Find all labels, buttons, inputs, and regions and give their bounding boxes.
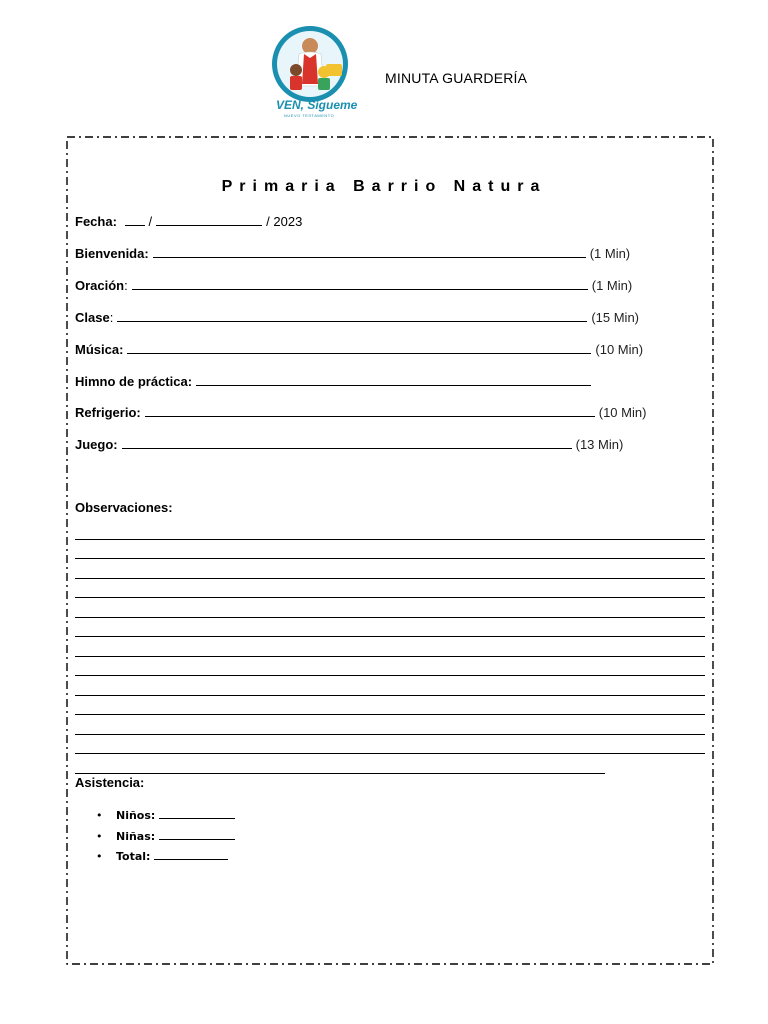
fecha-month-blank[interactable] — [156, 214, 262, 226]
agenda-row-refrigerio — [75, 405, 646, 420]
agenda-row-clase — [75, 310, 639, 325]
agenda-label: Juego: — [75, 437, 118, 452]
agenda-blank[interactable] — [145, 405, 595, 417]
document-title: MINUTA GUARDERÍA — [385, 70, 528, 86]
observaciones-heading — [75, 500, 173, 515]
asistencia-item-label: Niñas: — [116, 829, 156, 843]
bullet-icon: • — [96, 829, 103, 843]
agenda-label-suffix: : — [109, 310, 114, 325]
agenda-label: Himno de práctica: — [75, 374, 193, 389]
observaciones-line[interactable] — [75, 579, 705, 599]
observaciones-line[interactable] — [75, 696, 705, 716]
agenda-row-oracion — [75, 278, 632, 293]
agenda-duration: (1 Min) — [589, 246, 631, 261]
list-item — [96, 828, 235, 849]
fecha-row — [75, 214, 302, 229]
asistencia-blank[interactable] — [159, 828, 235, 840]
observaciones-line[interactable] — [75, 735, 705, 755]
agenda-row-juego — [75, 437, 623, 452]
observaciones-line[interactable] — [75, 520, 705, 540]
asistencia-item-label: Total: — [116, 850, 151, 863]
agenda-duration: (13 Min) — [575, 437, 624, 452]
agenda-duration: (10 Min) — [598, 405, 647, 420]
agenda-blank[interactable] — [122, 437, 572, 449]
logo-subtext: NUEVO TESTAMENTO — [284, 113, 335, 118]
observaciones-line[interactable] — [75, 676, 705, 696]
agenda-blank[interactable] — [127, 342, 591, 354]
agenda-duration: (15 Min) — [591, 310, 640, 325]
observaciones-line[interactable] — [75, 540, 705, 560]
agenda-duration: (10 Min) — [595, 342, 644, 357]
asistencia-blank[interactable] — [159, 807, 235, 819]
form-title: Primaria Barrio Natura — [221, 178, 547, 195]
agenda-row-himno — [75, 374, 595, 389]
asistencia-list — [96, 807, 235, 869]
fecha-label: Fecha: — [75, 214, 117, 229]
observaciones-line[interactable] — [75, 637, 705, 657]
asistencia-item-label: Niños: — [116, 809, 156, 822]
agenda-label: Refrigerio: — [75, 405, 141, 420]
agenda-blank[interactable] — [117, 310, 587, 322]
fecha-year: / 2023 — [266, 214, 303, 229]
observaciones-line[interactable] — [75, 598, 705, 618]
fecha-separator: / — [148, 214, 153, 229]
list-item — [96, 848, 235, 869]
agenda-label-suffix: : — [124, 278, 128, 293]
observaciones-line[interactable] — [75, 657, 705, 677]
asistencia-heading — [75, 775, 144, 790]
agenda-row-musica — [75, 342, 643, 357]
observaciones-lines[interactable] — [75, 520, 705, 774]
list-item — [96, 807, 235, 828]
observaciones-line[interactable] — [75, 715, 705, 735]
agenda-blank[interactable] — [196, 374, 591, 386]
agenda-label: Música: — [75, 342, 124, 357]
logo-wordmark: VEN, Sígueme — [276, 98, 358, 112]
observaciones-line[interactable] — [75, 754, 605, 774]
bullet-icon: • — [96, 809, 103, 822]
agenda-blank[interactable] — [132, 278, 588, 290]
observaciones-label: Observaciones: — [75, 500, 173, 515]
fecha-day-blank[interactable] — [125, 214, 145, 226]
agenda-label: Oración — [75, 278, 125, 293]
asistencia-blank[interactable] — [154, 848, 228, 860]
agenda-label: Clase — [75, 310, 110, 325]
agenda-duration: (1 Min) — [591, 278, 633, 293]
observaciones-line[interactable] — [75, 618, 705, 638]
asistencia-label: Asistencia: — [75, 775, 145, 790]
agenda-row-bienvenida — [75, 246, 630, 261]
bullet-icon: • — [96, 850, 103, 863]
observaciones-line[interactable] — [75, 559, 705, 579]
agenda-blank[interactable] — [153, 246, 586, 258]
ven-sigueme-logo — [266, 24, 358, 124]
agenda-label: Bienvenida: — [75, 246, 149, 261]
